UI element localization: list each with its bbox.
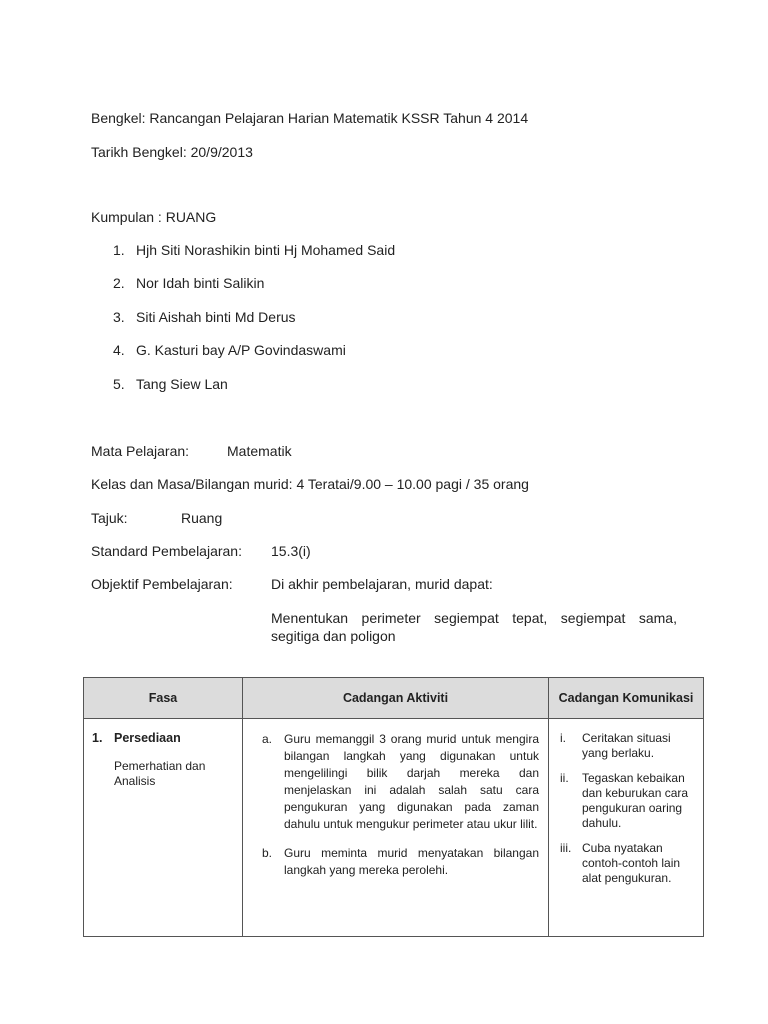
list-item (560, 771, 696, 831)
list-marker: b. (262, 846, 273, 860)
list-item (262, 731, 539, 833)
list-number: 4. (113, 342, 125, 359)
topic-label: Tajuk: (91, 510, 128, 526)
column-header-aktiviti: Cadangan Aktiviti (243, 678, 549, 719)
fasa-title: Persediaan (114, 731, 181, 745)
topic-value: Ruang (181, 510, 223, 526)
list-number: 5. (113, 375, 125, 392)
list-item (560, 731, 696, 761)
list-number: 2. (113, 275, 125, 292)
member-name: Nor Idah binti Salikin (136, 275, 265, 292)
activity-text: Guru meminta murid menyatakan bilangan langkah yang mereka perolehi. (284, 846, 539, 877)
list-item (113, 242, 395, 275)
list-item (262, 845, 539, 879)
member-name: Siti Aishah binti Md Derus (136, 308, 296, 325)
table-row (84, 719, 704, 937)
list-item (113, 309, 395, 342)
aktiviti-cell (243, 719, 549, 937)
list-item (113, 342, 395, 375)
communication-text: Tegaskan kebaikan dan keburukan cara pengukuran oaring dahulu. (582, 771, 689, 830)
objective-text-line-2: segitiga dan poligon (271, 628, 396, 644)
table-header-row (84, 678, 704, 719)
objective-label: Objektif Pembelajaran: (91, 576, 233, 592)
objective-text-line-1: Menentukan perimeter segiempat tepat, segiempat sama, (271, 610, 677, 626)
list-marker: a. (262, 732, 273, 746)
member-name: G. Kasturi bay A/P Govindaswami (136, 342, 346, 359)
list-marker: ii. (560, 771, 569, 785)
member-name: Hjh Siti Norashikin binti Hj Mohamed Said (136, 242, 396, 258)
fasa-number: 1. (92, 731, 103, 745)
member-list (113, 242, 395, 409)
fasa-subtitle: Pemerhatian dan Analisis (114, 759, 206, 788)
standard-value: 15.3(i) (271, 543, 311, 559)
column-header-fasa: Fasa (84, 678, 243, 719)
list-item (113, 275, 395, 308)
topic-row (91, 510, 222, 526)
subject-label: Mata Pelajaran: (91, 443, 190, 459)
activity-text: Guru memanggil 3 orang murid untuk mengira bilangan langkah yang digunakan untuk mengelilingi bilik darjah mereka dan menjelaskan ini adalah salah satu cara pengukuran yang digunakan pada zaman dahulu untuk mengukur perimeter atau ukur lilit. (284, 732, 539, 831)
workshop-date: Tarikh Bengkel: 20/9/2013 (91, 144, 253, 160)
workshop-title: Bengkel: Rancangan Pelajaran Harian Matematik KSSR Tahun 4 2014 (91, 110, 529, 126)
standard-label: Standard Pembelajaran: (91, 543, 242, 559)
class-info: Kelas dan Masa/Bilangan murid: 4 Teratai/9.00 – 10.00 pagi / 35 orang (91, 476, 529, 492)
lesson-plan-table (83, 677, 704, 937)
list-number: 3. (113, 308, 125, 325)
fasa-cell (84, 719, 243, 937)
subject-value: Matematik (227, 443, 292, 459)
column-header-komunikasi: Cadangan Komunikasi (549, 678, 704, 719)
communication-list (550, 720, 702, 886)
group-name: Kumpulan : RUANG (91, 209, 217, 225)
komunikasi-cell (549, 719, 704, 937)
list-marker: i. (560, 731, 566, 745)
list-item (113, 376, 395, 409)
member-name: Tang Siew Lan (136, 375, 228, 392)
standard-row (91, 543, 311, 559)
list-item (560, 841, 696, 886)
communication-text: Ceritakan situasi yang berlaku. (582, 731, 671, 760)
list-marker: iii. (560, 841, 572, 855)
fasa-heading (92, 731, 234, 745)
objective-row (91, 576, 493, 592)
list-number: 1. (113, 242, 125, 258)
activity-list (244, 720, 547, 879)
subject-row (91, 443, 292, 459)
communication-text: Cuba nyatakan contoh-contoh lain alat pengukuran. (582, 841, 681, 885)
objective-value: Di akhir pembelajaran, murid dapat: (271, 576, 493, 592)
